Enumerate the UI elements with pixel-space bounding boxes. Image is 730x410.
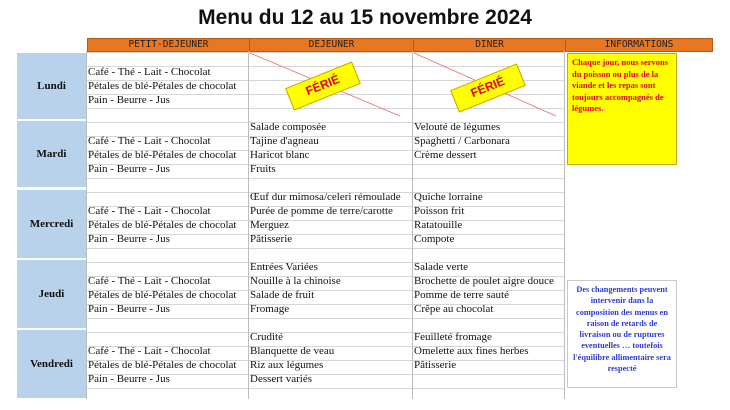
menu-line: Café - Thé - Lait - Chocolat (88, 135, 211, 147)
menu-line: Pomme de terre sauté (414, 289, 509, 301)
menu-line: Feuilleté fromage (414, 331, 492, 343)
mercredi-lunch (250, 190, 412, 246)
menu-line: Café - Thé - Lait - Chocolat (88, 205, 211, 217)
menu-line: Tajine d'agneau (250, 135, 319, 147)
menu-line: Pétales de blé-Pétales de chocolat (88, 149, 237, 161)
mercredi-breakfast (88, 204, 248, 246)
menu-line: Omelette aux fines herbes (414, 345, 529, 357)
menu-line: Café - Thé - Lait - Chocolat (88, 345, 211, 357)
menu-line: Œuf dur mimosa/celeri rémoulade (250, 191, 401, 203)
holiday-badge-lunch: FÉRIÉ (285, 61, 361, 110)
header-breakfast: PETIT-DEJEUNER (87, 38, 250, 52)
day-label-vendredi: Vendredi (17, 329, 86, 399)
page-title: Menu du 12 au 15 novembre 2024 (198, 6, 532, 29)
menu-line: Purée de pomme de terre/carotte (250, 205, 393, 217)
menu-line: Riz aux légumes (250, 359, 324, 371)
menu-line: Fromage (250, 303, 290, 315)
menu-line: Pétales de blé-Pétales de chocolat (88, 289, 237, 301)
jeudi-dinner (414, 260, 566, 316)
menu-line: Dessert variés (250, 373, 313, 385)
vendredi-dinner (414, 330, 564, 372)
menu-line: Quiche lorraine (414, 191, 483, 203)
menu-line: Salade de fruit (250, 289, 315, 301)
menu-line: Pain - Beurre - Jus (88, 163, 170, 175)
menu-line: Pain - Beurre - Jus (88, 303, 170, 315)
menu-line: Crème dessert (414, 149, 477, 161)
day-label-jeudi: Jeudi (17, 259, 86, 329)
mardi-dinner (414, 120, 564, 162)
day-label-lundi: Lundi (17, 52, 86, 120)
menu-line: Haricot blanc (250, 149, 310, 161)
menu-line: Nouille à la chinoise (250, 275, 341, 287)
menu-line: Crudité (250, 331, 283, 343)
header-dinner: DINER (413, 38, 566, 52)
mardi-breakfast (88, 134, 248, 176)
holiday-badge-dinner: FÉRIÉ (450, 63, 526, 112)
menu-line: Merguez (250, 219, 289, 231)
menu-line: Café - Thé - Lait - Chocolat (88, 275, 211, 287)
jeudi-breakfast (88, 274, 248, 316)
menu-line: Pain - Beurre - Jus (88, 373, 170, 385)
menu-line: Brochette de poulet aigre douce (414, 275, 554, 287)
header-informations: INFORMATIONS (565, 38, 713, 52)
menu-line: Compote (414, 233, 455, 245)
menu-line: Ratatouille (414, 219, 463, 231)
menu-line: Café - Thé - Lait - Chocolat (88, 66, 211, 78)
menu-line: Pain - Beurre - Jus (88, 233, 170, 245)
menu-line: Spaghetti / Carbonara (414, 135, 510, 147)
info-notice-box: Chaque jour, nous servons du poisson ou plus de la viande et les repas sont toujours accompagnés de légumes. (567, 53, 677, 165)
menu-line: Entrées Variées (250, 261, 318, 273)
menu-line: Pâtisserie (250, 233, 293, 245)
day-label-mercredi: Mercredi (17, 189, 86, 259)
menu-line: Pétales de blé-Pétales de chocolat (88, 219, 237, 231)
info-changes-box: Des changements peuvent intervenir dans la composition des menus en raison de retards de livraison ou de ruptures eventuelles … toutefois l'équilibre allimentaire sera respecté (567, 280, 677, 388)
menu-line: Pétales de blé-Pétales de chocolat (88, 359, 237, 371)
vendredi-lunch (250, 330, 412, 386)
mercredi-dinner (414, 190, 564, 246)
day-label-mardi: Mardi (17, 120, 86, 188)
menu-line: Salade verte (414, 261, 469, 273)
menu-line: Pâtisserie (414, 359, 457, 371)
menu-line: Crêpe au chocolat (414, 303, 494, 315)
jeudi-lunch (250, 260, 412, 316)
header-lunch: DEJEUNER (249, 38, 414, 52)
mardi-lunch (250, 120, 412, 176)
menu-line: Poisson frit (414, 205, 465, 217)
menu-line: Pétales de blé-Pétales de chocolat (88, 80, 237, 92)
menu-line: Pain - Beurre - Jus (88, 94, 170, 106)
menu-line: Velouté de légumes (414, 121, 501, 133)
menu-line: Salade composée (250, 121, 327, 133)
vendredi-breakfast (88, 344, 248, 386)
menu-line: Fruits (250, 163, 276, 175)
menu-line: Blanquette de veau (250, 345, 335, 357)
